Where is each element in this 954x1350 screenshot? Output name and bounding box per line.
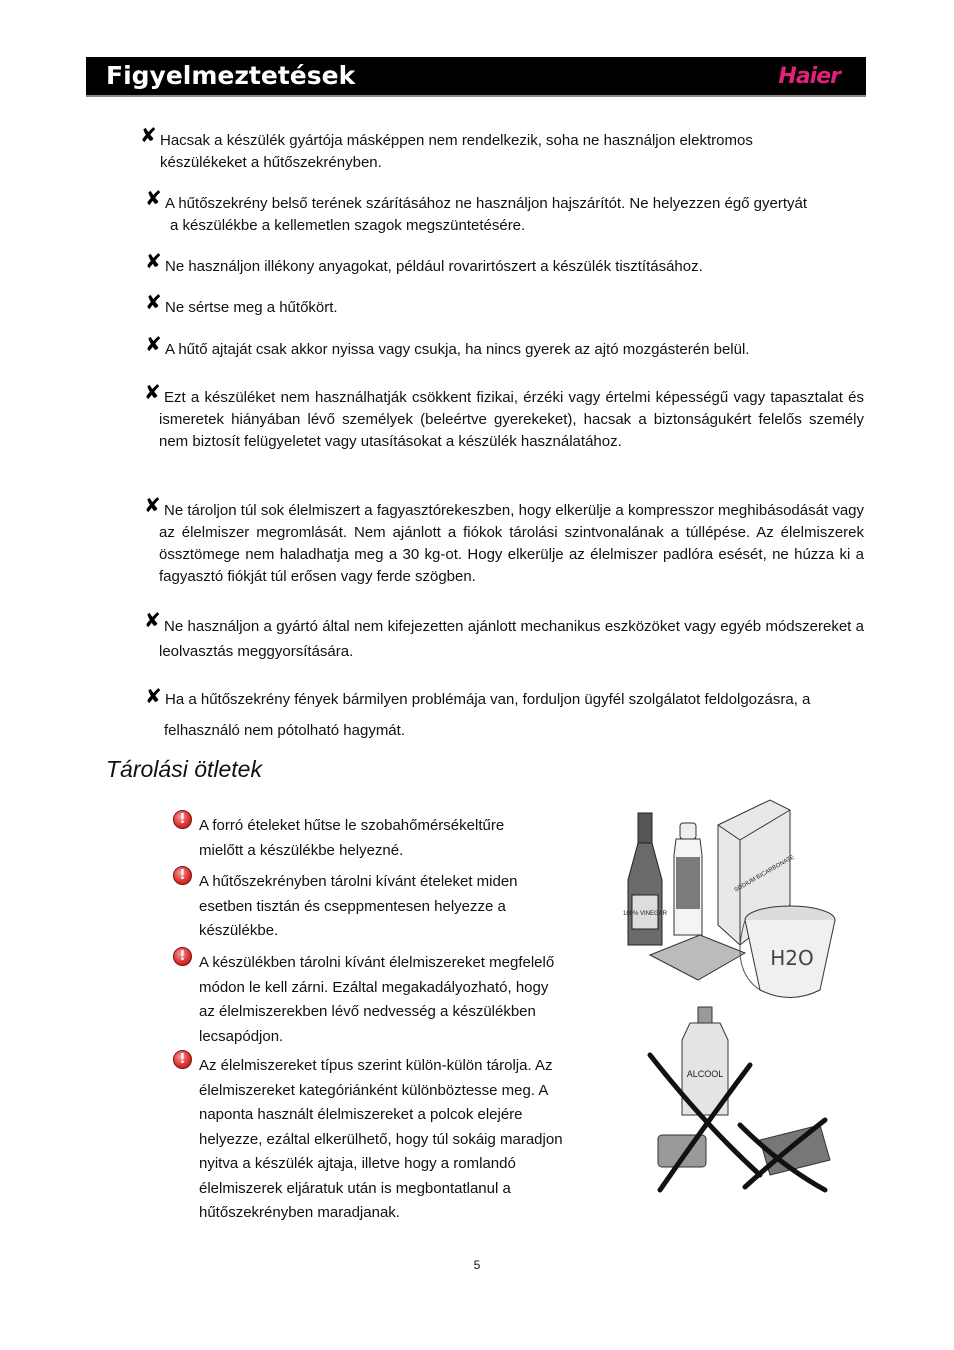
tip-line: készülékbe.: [199, 922, 279, 939]
tip-line: az élelmiszerekben lévő nedvesség a készülékben: [199, 1003, 536, 1020]
vinegar-label: 100% VINEGAR: [622, 911, 668, 917]
warning-line: felhasználó nem pótolható hagymát.: [164, 722, 405, 739]
warning-line: készülékeket a hűtőszekrényben.: [160, 154, 382, 171]
x-mark-icon: ✘: [145, 332, 162, 356]
warning-text: Ezt a készüléket nem használhatják csökkent fizikai, érzéki vagy értelmi képességű vagy tapasztalat és ismeretek hiányában lévő személyek (beleértve gyerekeket), hacsak a biztonságukért felelős személy nem biztosít felügyeletet vagy utasításokat a készülék használatához.: [159, 389, 864, 450]
x-mark-icon: ✘: [140, 123, 157, 147]
vinegar-bottle: [623, 813, 668, 945]
x-mark-icon: ✘: [144, 608, 161, 632]
warning-line: A hűtőszekrény belső terének szárításához ne használjon hajszárítót. Ne helyezzen égő gyertyát: [165, 195, 808, 212]
tip-line: módon le kell zárni. Ezáltal megakadályozható, hogy: [199, 978, 549, 996]
warning-item: [145, 249, 865, 278]
exclamation-circle-icon: !: [173, 810, 192, 829]
tip-line: lecsapódjon.: [199, 1027, 284, 1045]
page-title: Figyelmeztetések: [106, 61, 356, 90]
section-title: Tárolási ötletek: [106, 756, 262, 782]
warning-line: Ha a hűtőszekrény fények bármilyen problémája van, forduljon ügyfél szolgálatot feldolgozásra, a: [165, 691, 811, 708]
white-bottle: [674, 823, 702, 935]
warning-text: Ne használjon a gyártó által nem kifejezetten ajánlott mechanikus eszközöket vagy egyéb módszereket a leolvasztás meggyorsítására.: [159, 618, 864, 660]
cross-out-marks: [650, 1055, 825, 1190]
tip-line: élelmiszerek eljáratuk után is megbontatlanul a: [199, 1179, 511, 1197]
warning-line: a készülékbe a kellemetlen szagok megszüntetésére.: [170, 217, 526, 234]
x-mark-icon: ✘: [145, 290, 162, 314]
exclamation-circle-icon: !: [173, 947, 192, 966]
tip-line: naponta használt élelmiszereket a polcok elejére: [199, 1106, 523, 1123]
tip-item: [179, 868, 595, 944]
page-number: 5: [473, 1258, 481, 1272]
tip-line: A forró ételeket hűtse le szobahőmérsékeltűre: [199, 817, 505, 834]
tip-item: [179, 1052, 595, 1226]
warning-item: [144, 380, 864, 453]
warning-text: Ne sértse meg a hűtőkört.: [165, 299, 338, 316]
warning-item: [145, 290, 865, 319]
warning-item: [144, 493, 864, 588]
water-bucket: [740, 906, 835, 998]
tip-item: [179, 812, 595, 863]
tip-line: hűtőszekrényben maradjanak.: [199, 1204, 400, 1221]
tip-line: élelmiszereket kategóriánként különböztesse meg. A: [199, 1081, 549, 1099]
tip-item: [179, 949, 595, 1049]
tip-line: helyezze, ezáltal elkerülhető, hogy túl sokáig maradjon: [199, 1130, 563, 1148]
exclamation-circle-icon: !: [173, 1050, 192, 1069]
warning-item: [140, 123, 860, 174]
warning-text: A hűtő ajtaját csak akkor nyissa vagy csukja, ha nincs gyerek az ajtó mozgásterén belül.: [165, 341, 750, 358]
warning-text: Ne tároljon túl sok élelmiszert a fagyasztórekeszben, hogy elkerülje a kompresszor meghibásodását vagy az élelmiszer megromlását. Nem ajánlott a fiókok tárolási szintvonalának a túllépése. Az élelmiszerek össztömege nem haladhatja meg a 30 kg-ot. Hogy elkerülje az élelmiszer padlóra esését, ne húzza ki a fagyasztó fiókját túl erősen vagy ferde szögben.: [159, 502, 864, 585]
tip-line: Az élelmiszereket típus szerint külön-külön tárolja. Az: [199, 1057, 553, 1074]
tip-line: esetben tisztán és cseppmentesen helyezze a: [199, 897, 506, 915]
warning-item: [145, 684, 865, 746]
warning-item: [145, 332, 865, 361]
bottle-label: ALCOOL: [686, 1069, 724, 1079]
warning-text: Ne használjon illékony anyagokat, például rovarirtószert a készülék tisztításához.: [165, 258, 703, 275]
tip-line: A hűtőszekrényben tárolni kívánt ételeket miden: [199, 873, 518, 890]
warning-line: Hacsak a készülék gyártója másképpen nem rendelkezik, soha ne használjon elektromos: [160, 132, 753, 149]
exclamation-circle-icon: !: [173, 866, 192, 885]
box-label: SODIUM BICARBONATE: [733, 854, 796, 894]
tip-line: A készülékben tárolni kívánt élelmiszereket megfelelő: [199, 954, 555, 971]
warning-item: [145, 186, 865, 237]
brand-logo: Haier: [778, 64, 840, 89]
tip-line: nyitva a készülék ajtaja, illetve hogy a romlandó: [199, 1155, 516, 1172]
x-mark-icon: ✘: [145, 186, 162, 210]
x-mark-icon: ✘: [144, 493, 161, 517]
cloth: [650, 935, 745, 980]
tip-line: mielőtt a készülékbe helyezné.: [199, 841, 404, 859]
warning-item: [144, 608, 864, 664]
x-mark-icon: ✘: [145, 249, 162, 273]
x-mark-icon: ✘: [145, 684, 162, 708]
cleaning-illustration: [610, 795, 850, 1205]
section-header: [86, 57, 866, 97]
x-mark-icon: ✘: [144, 380, 161, 404]
bucket-label: H2O: [770, 946, 814, 970]
